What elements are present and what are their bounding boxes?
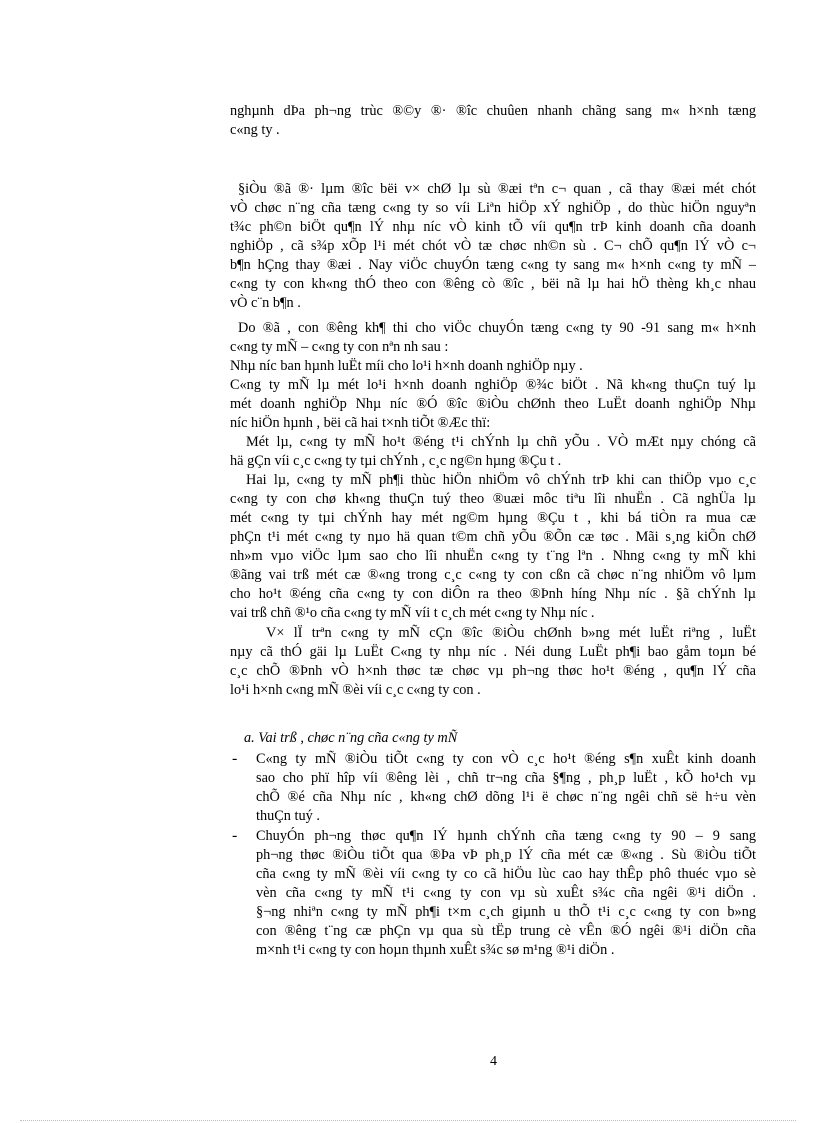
text-line: cña c«ng ty mÑ ®èi víi c«ng ty co cã hiÖu lùc cao hay thÊp phô thuéc vµo sè (256, 866, 756, 882)
text-line: c«ng ty mÑ – c«ng ty con nªn nh sau : (230, 339, 449, 355)
text-line: Nhµ níc ban hµnh luËt míi cho lo¹i h×nh doanh nghiÖp nµy . (230, 358, 583, 374)
text-line: con ®êng t¨ng cæ phÇn vµ qua sù tËp trung cè vÊn ®Ó ngêi ®¹i diÖn cña (256, 923, 756, 939)
text-line: chÕ ®é cña Nhµ níc , kh«ng chØ dõng l¹i ë chøc n¨ng ngêi chñ së h÷u vèn (256, 789, 756, 805)
text-line: V× lÏ trªn c«ng ty mÑ cÇn ®îc ®iÒu chØnh b»ng mét luËt riªng , luËt (266, 625, 756, 641)
paragraph-7 (230, 624, 756, 700)
dash-bullet: - (232, 750, 238, 767)
text-line: §iÒu ®ã ®· lµm ®îc bëi v× chØ lµ sù ®æi tªn c¬ quan , cã thay ®æi mét chót (238, 181, 756, 197)
text-line: nghµnh dÞa ph¬ng trùc ®©y ®· ®îc chuûen nhanh chãng sang m« h×nh tæng (230, 103, 756, 119)
paragraph-5 (230, 433, 756, 471)
text-line: vèn cña c«ng ty mÑ t¹i c«ng ty con vµ sù xuÊt s¾c cña ngêi ®¹i diÖn . (256, 885, 756, 901)
text-line: nh»m vµo viÖc lµm sao cho lîi nhuËn c«ng ty t¨ng lªn . Nhng c«ng ty mÑ khi (230, 548, 756, 564)
page-number: 4 (490, 1054, 497, 1069)
bullet-text (256, 750, 756, 826)
text-line: Do ®ã , con ®êng kh¶ thi cho viÖc chuyÓn tæng c«ng ty 90 -91 sang m« h×nh (238, 320, 756, 336)
dash-bullet: - (232, 827, 238, 844)
text-line: b¶n hÇng thay ®æi . Nay viÖc chuyÓn tæng c«ng ty sang m« h×nh c«ng ty mÑ – (230, 257, 756, 273)
text-line: phÇn t¹i mét c«ng ty nµo hä quan t©m chñ yÕu ®Õn cæ tøc . Mãi s¸ng kiÕn chØ (230, 529, 756, 545)
paragraph-1 (230, 180, 756, 313)
paragraph-4 (230, 376, 756, 433)
text-line: níc hiÖn hµnh , bëi cã hai t×nh tiÕt ®Æc thï: (230, 415, 491, 431)
paragraph-0 (230, 102, 756, 140)
text-line: c«ng ty con kh«ng thÓ theo con ®êng cò ®îc , bëi nã lµ hai hÖ thèng kh¸c nhau (230, 276, 756, 292)
text-line: lo¹i h×nh c«ng mÑ ®èi víi c¸c c«ng ty con . (230, 682, 481, 698)
text-line: c«ng ty con chø kh«ng thuÇn tuý theo ®uæi môc tiªu lîi nhuËn . Cã nghÜa lµ (230, 491, 756, 507)
paragraph-6 (230, 471, 756, 623)
text-line: vai trß chñ ®¹o cña c«ng ty mÑ víi t c¸ch mét c«ng ty Nhµ níc . (230, 605, 595, 621)
text-line: C«ng ty mÑ ®iÒu tiÕt c«ng ty con vÒ c¸c ho¹t ®éng s¶n xuÊt kinh doanh (256, 751, 756, 767)
paragraph-3 (230, 357, 756, 376)
text-line: ChuyÓn ph¬ng thøc qu¶n lÝ hµnh chÝnh cña tæng c«ng ty 90 – 9 sang (256, 828, 756, 844)
section-heading (244, 729, 644, 748)
text-line: vÒ chøc n¨ng cña tæng c«ng ty so víi Liªn hiÖp xÝ nghiÖp , do thùc hiÖn nguyªn (230, 200, 756, 216)
text-line: Hai lµ, c«ng ty mÑ ph¶i thùc hiÖn nhiÖm vô chÝnh trÞ khi can thiÖp vµo c¸c (246, 472, 756, 488)
text-line: nghiÖp , cã s¾p xÕp l¹i mét chót vÒ tæ chøc nh©n sù . C¬ chÕ qu¶n lÝ vÒ c¬ (230, 238, 756, 254)
paragraph-2 (230, 319, 756, 357)
text-line: c«ng ty . (230, 122, 280, 138)
text-line: mét doanh nghiÖp Nhµ níc ®Ó ®îc ®iÒu chØnh theo LuËt doanh nghiÖp Nhµ (230, 396, 756, 412)
heading-text: a. Vai trß , chøc n¨ng cña c«ng ty mÑ (244, 730, 458, 746)
page-bottom-divider (20, 1120, 796, 1121)
text-line: ph¬ng thøc ®iÒu tiÕt qua ®Þa vÞ ph¸p lÝ cña mét cæ ®«ng . Sù ®iÒu tiÕt (256, 847, 756, 863)
text-line: c¸c chÕ ®Þnh vÒ h×nh thøc tæ chøc vµ ph¬ng thøc ho¹t ®éng , qu¶n lÝ cña (230, 663, 756, 679)
text-line: hä gÇn víi c¸c c«ng ty tµi chÝnh , c¸c ng©n hµng ®Çu t . (230, 453, 562, 469)
text-line: vÒ c¨n b¶n . (230, 295, 301, 311)
text-line: cho ho¹t ®éng cña c«ng ty con diÔn ra theo ®Þnh híng Nhµ níc . §ã chÝnh lµ (230, 586, 756, 602)
text-line: C«ng ty mÑ lµ mét lo¹i h×nh doanh nghiÖp ®¾c biÖt . Nã kh«ng thuÇn tuý lµ (230, 377, 756, 393)
text-line: t¾c ph©n biÖt qu¶n lÝ nhµ níc vÒ kinh tÕ víi qu¶n trÞ kinh doanh cña doanh (230, 219, 756, 235)
text-line: nµy cã thÓ gäi lµ LuËt C«ng ty nhµ níc . Néi dung LuËt ph¶i bao gåm toµn bé (230, 644, 756, 660)
text-line: m×nh t¹i c«ng ty con hoµn thµnh xuÊt s¾c sø m¹ng ®¹i diÖn . (256, 942, 615, 958)
text-line: sao cho phï hîp víi ®êng lèi , chñ tr¬ng cña §¶ng , ph¸p luËt , kÕ ho¹ch vµ (256, 770, 756, 786)
text-line: §¬ng nhiªn c«ng ty mÑ ph¶i t×m c¸ch giµnh u thÕ t¹i c¸c c«ng ty con b»ng (256, 904, 756, 920)
text-line: mét c«ng ty tµi chÝnh hay mét ng©m hµng ®Çu t , khi bá tiÒn ra mua cæ (230, 510, 756, 526)
text-line: Mét lµ, c«ng ty mÑ ho¹t ®éng t¹i chÝnh lµ chñ yÕu . VÒ mÆt nµy chóng cã (246, 434, 756, 450)
text-line: thuÇn tuý . (256, 808, 320, 824)
text-line: ®ãng vai trß mét cæ ®«ng trong c¸c c«ng ty con cßn cã chøc n¨ng nhiÖm vô lµm (230, 567, 756, 583)
bullet-text (256, 827, 756, 960)
